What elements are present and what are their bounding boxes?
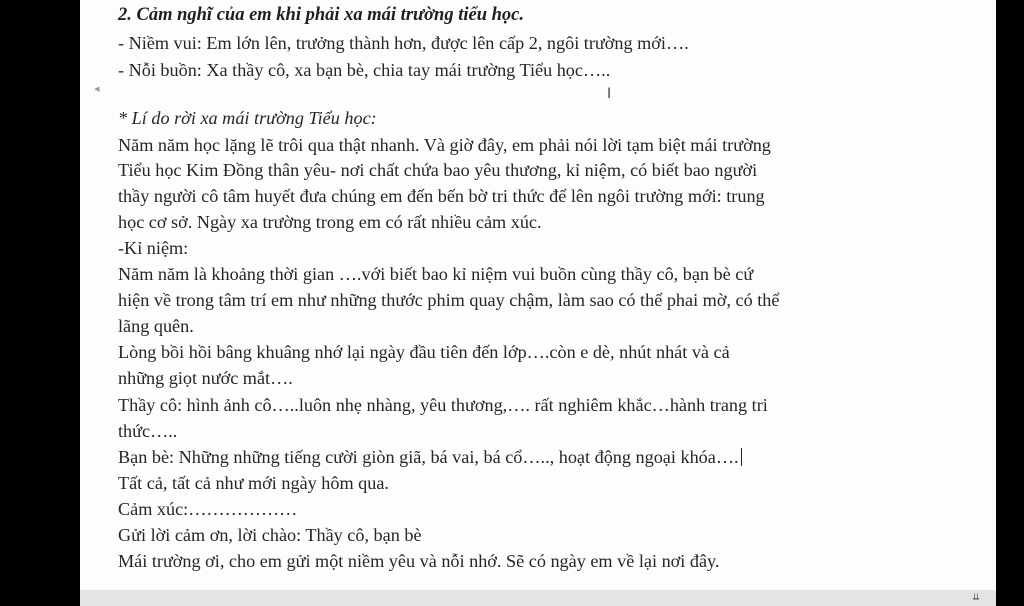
text-line: lãng quên.: [118, 316, 194, 336]
text-cursor-icon: I: [607, 86, 612, 102]
text-caret: [741, 448, 742, 466]
text-line: Mái trường ơi, cho em gửi một niềm yêu và nỗi nhớ. Sẽ có ngày em về lại nơi đây.: [118, 551, 720, 571]
section-heading: 2. Cảm nghĩ của em khi phải xa mái trường tiểu học.: [118, 5, 524, 25]
text-line: Tất cả, tất cả như mới ngày hôm qua.: [118, 473, 389, 493]
text-line: Gửi lời cảm ơn, lời chào: Thầy cô, bạn bè: [118, 525, 422, 545]
text-line: Thầy cô: hình ảnh cô…..luôn nhẹ nhàng, yêu thương,…. rất nghiêm khắc…hành trang tri: [118, 395, 768, 415]
text-line: - Nỗi buồn: Xa thầy cô, xa bạn bè, chia tay mái trường Tiểu học…..: [118, 60, 611, 80]
text-line: Năm năm học lặng lẽ trôi qua thật nhanh. Và giờ đây, em phải nói lời tạm biệt mái trường: [118, 135, 771, 155]
window-edge: [996, 0, 1024, 606]
text-line: [118, 446, 742, 468]
horizontal-scrollbar[interactable]: [80, 590, 996, 606]
text-line: những giọt nước mắt….: [118, 368, 293, 388]
text-line: Cảm xúc:………………: [118, 499, 298, 519]
subsection-heading: * Lí do rời xa mái trường Tiểu học:: [118, 108, 377, 128]
text-line: hiện về trong tâm trí em như những thước phim quay chậm, làm sao có thể phai mờ, có thể: [118, 290, 780, 310]
text-line: -Kỉ niệm:: [118, 238, 189, 258]
text-line: học cơ sở. Ngày xa trường trong em có rất nhiều cảm xúc.: [118, 212, 542, 232]
text-line: thầy người cô tâm huyết đưa chúng em đến bến bờ tri thức để lên ngôi trường mới: trung: [118, 186, 765, 206]
text-line: Lòng bồi hồi bâng khuâng nhớ lại ngày đầu tiên đến lớp….còn e dè, nhút nhát và cả: [118, 342, 730, 362]
text-line: thức…..: [118, 421, 178, 441]
text-line: Năm năm là khoảng thời gian ….với biết bao kỉ niệm vui buồn cùng thầy cô, bạn bè cứ: [118, 264, 754, 284]
scroll-arrows-icon[interactable]: ⇊: [972, 593, 980, 603]
text-line: - Niềm vui: Em lớn lên, trưởng thành hơn, được lên cấp 2, ngôi trường mới….: [118, 33, 689, 53]
text-line: Tiểu học Kim Đồng thân yêu- nơi chất chứa bao yêu thương, kỉ niệm, có biết bao người: [118, 160, 758, 180]
document-page[interactable]: [80, 0, 996, 590]
text-line-content: Bạn bè: Những những tiếng cười giòn giã, bá vai, bá cổ….., hoạt động ngoại khóa….: [118, 447, 739, 467]
paragraph-mark-icon: ◂: [94, 82, 100, 95]
